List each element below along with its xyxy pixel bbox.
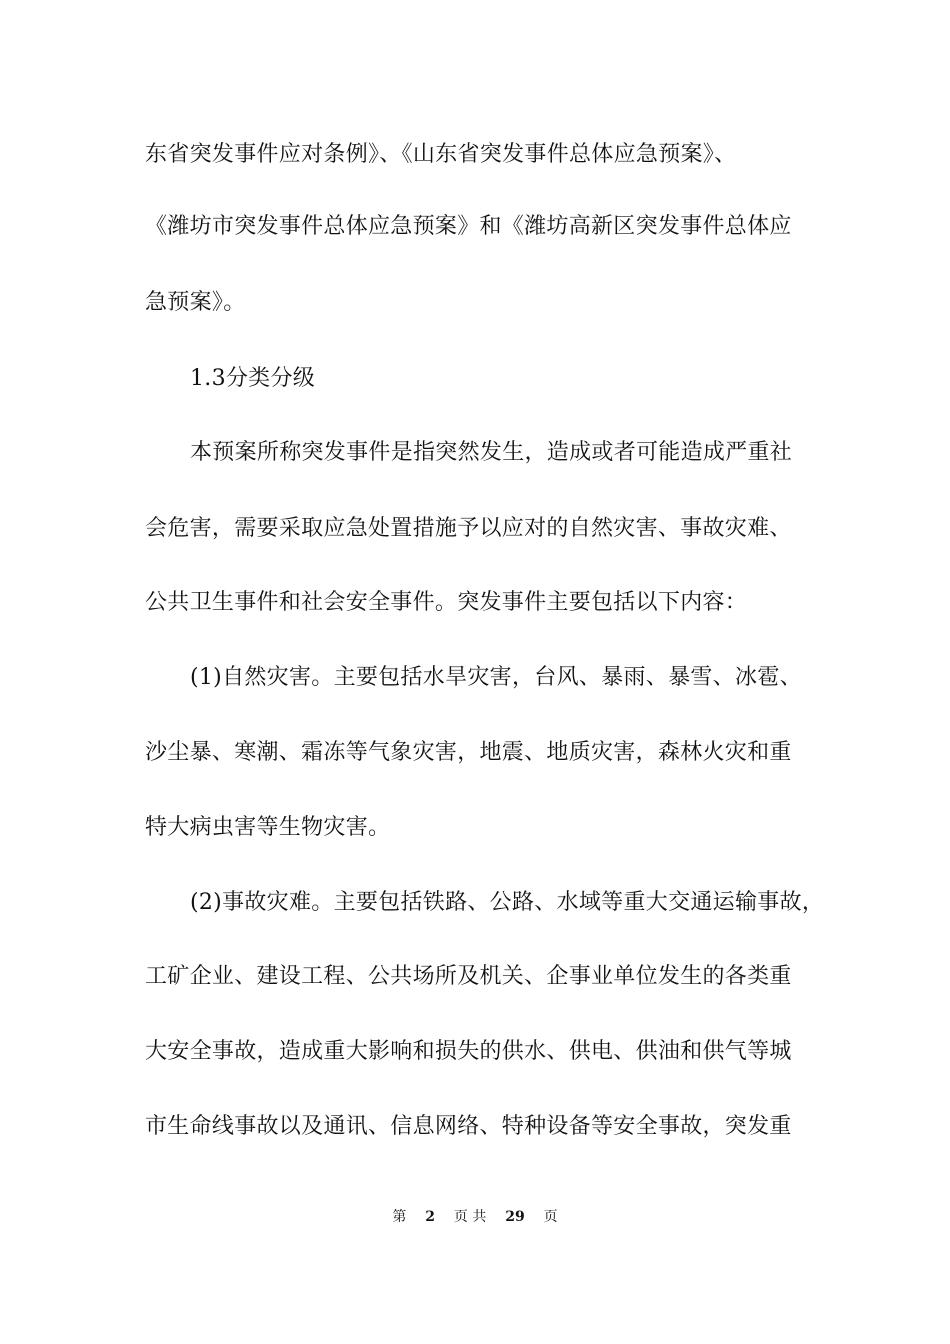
text-line: 急预案》。 [145,290,246,315]
text-line: 本预案所称突发事件是指突然发生，造成或者可能造成严重社 [190,440,793,465]
text-line: 会危害，需要采取应急处置措施予以应对的自然灾害、事故灾难、 [145,516,792,541]
text-line: (2)事故灾难。主要包括铁路、公路、水域等重大交通运输事故， [190,890,825,915]
section-heading: 1.3分类分级 [190,366,316,391]
total-page-number: 29 [505,1209,525,1225]
footer-prefix: 第 [392,1209,407,1225]
text-line: 公共卫生事件和社会安全事件。突发事件主要包括以下内容： [145,590,748,615]
text-line: 《潍坊市突发事件总体应急预案》和《潍坊高新区突发事件总体应 [145,214,792,239]
text-line: 东省突发事件应对条例》、《山东省突发事件总体应急预案》、 [145,142,737,167]
page-footer [0,1207,950,1227]
current-page-number: 2 [425,1209,435,1225]
text-line: 工矿企业、建设工程、公共场所及机关、企事业单位发生的各类重 [145,964,792,989]
text-line: 市生命线事故以及通讯、信息网络、特种设备等安全事故，突发重 [145,1114,792,1139]
text-line: 沙尘暴、寒潮、霜冻等气象灾害，地震、地质灾害，森林火灾和重 [145,740,792,765]
text-line: 大安全事故，造成重大影响和损失的供水、供电、供油和供气等城 [145,1039,792,1064]
text-line: (1)自然灾害。主要包括水旱灾害，台风、暴雨、暴雪、冰雹、 [190,665,802,690]
footer-middle: 页 共 [453,1209,487,1225]
footer-suffix: 页 [543,1209,558,1225]
text-line: 特大病虫害等生物灾害。 [145,815,391,840]
